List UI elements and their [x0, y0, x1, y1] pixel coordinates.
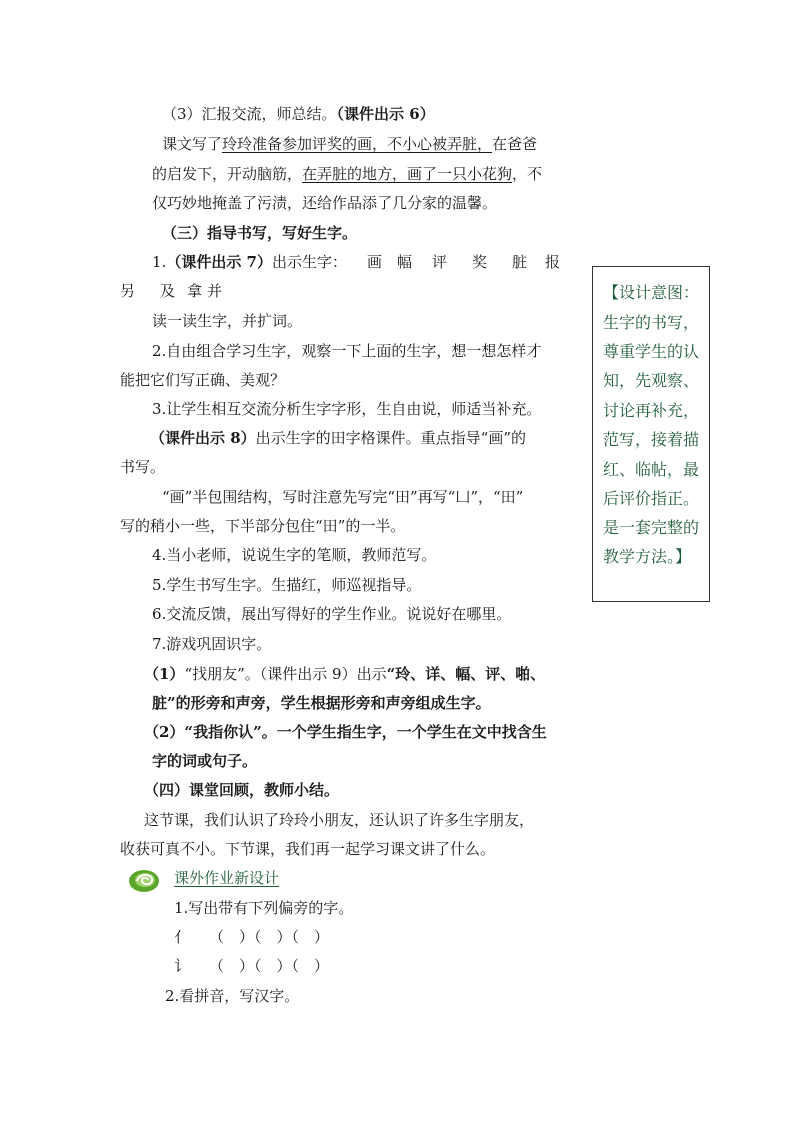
- design-intent-line: 范写，接着描: [603, 430, 700, 449]
- line-little-teacher: 4.当小老师，说说生字的笔顺，教师范写。: [152, 546, 437, 564]
- line-analyze: 3.让学生相互交流分析生字字形，生自由说，师适当补充。: [152, 400, 542, 418]
- char-item: 拿: [187, 282, 203, 300]
- line-game: 7.游戏巩固识字。: [152, 635, 272, 653]
- design-intent-line: 讨论再补充，: [603, 401, 700, 420]
- homework-radical-row-yan: 讠 （ ）（ ）（ ）: [174, 957, 330, 975]
- char-item: 并: [207, 282, 223, 300]
- homework-item-1: 1.写出带有下列偏旁的字。: [174, 899, 354, 917]
- line-group-study-1: 2.自由组合学习生字，观察一下上面的生字，想一想怎样才: [152, 342, 542, 360]
- homework-item-2: 2.看拼音，写汉字。: [165, 987, 300, 1005]
- homework-radical-row-ren: 亻 （ ）（ ）（ ）: [174, 928, 330, 946]
- line-summary-2: 的启发下，开动脑筋，在弄脏的地方，画了一只小花狗，不: [152, 165, 543, 183]
- design-intent-box: [592, 266, 710, 602]
- line-summary-1: 课文写了玲玲准备参加评奖的画，不小心被弄脏，在爸爸: [162, 135, 538, 153]
- design-intent-line: 是一套完整的: [603, 518, 700, 537]
- design-intent-line: 教学方法。】: [603, 547, 692, 566]
- homework-title: 课外作业新设计: [174, 869, 280, 887]
- line-summary-3: 仅巧妙地掩盖了污渍，还给作品添了几分家的温馨。: [152, 194, 498, 212]
- line-point-read-2: 字的词或句子。: [152, 752, 258, 770]
- line-find-friends-2: 脏”的形旁和声旁，学生根据形旁和声旁组成生字。: [152, 694, 491, 712]
- design-intent-line: 后评价指正。: [603, 489, 700, 508]
- line-show-chars: 1.（课件出示 7）出示生字：: [152, 253, 347, 271]
- line-recap-1: 这节课，我们认识了玲玲小朋友，还认识了许多生字朋友，: [144, 811, 535, 829]
- line-student-write: 5.学生书写生字。生描红，师巡视指导。: [152, 576, 422, 594]
- line-show-grid: （课件出示 8）出示生字的田字格课件。重点指导“画”的: [150, 429, 527, 447]
- design-intent-line: 生字的书写，: [603, 313, 700, 332]
- char-item: 脏: [512, 253, 528, 271]
- line-report: （3）汇报交流，师总结。（课件出示 6）: [162, 105, 435, 123]
- char-item: 另: [120, 282, 136, 300]
- char-item: 报: [545, 253, 561, 271]
- line-structure-2: 写的稍小一些，下半部分包住“田”的一半。: [120, 517, 406, 535]
- char-item: 评: [432, 253, 448, 271]
- line-point-read-1: （2）“我指你认”。一个学生指生字，一个学生在文中找含生: [144, 723, 547, 741]
- design-intent-line: 尊重学生的认: [603, 342, 700, 361]
- design-intent-line: 红、临帖，最: [603, 460, 700, 479]
- design-intent-line: 【设计意图：: [603, 283, 700, 302]
- line-find-friends-1: （1）“找朋友”。（课件出示 9）出示“玲、详、幅、评、啪、: [144, 665, 546, 683]
- line-recap-2: 收获可真不小。下节课，我们再一起学习课文讲了什么。: [120, 840, 496, 858]
- line-read-chars: 读一读生字，并扩词。: [152, 312, 303, 330]
- line-structure-1: “画”半包围结构，写时注意先写完“田”再写“凵”，“田”: [162, 488, 524, 506]
- section-heading-4: （四）课堂回顾，教师小结。: [144, 781, 340, 799]
- char-item: 画: [367, 253, 383, 271]
- char-item: 奖: [472, 253, 488, 271]
- section-heading-3: （三）指导书写，写好生字。: [162, 224, 358, 242]
- line-feedback: 6.交流反馈，展出写得好的学生作业。说说好在哪里。: [152, 605, 512, 623]
- line-group-study-2: 能把它们写正确、美观？: [120, 371, 286, 389]
- design-intent-line: 知，先观察、: [603, 371, 700, 390]
- char-item: 及: [160, 282, 176, 300]
- line-writing: 书写。: [120, 458, 166, 476]
- green-leaf-swirl-icon: [128, 867, 160, 893]
- char-item: 幅: [397, 253, 413, 271]
